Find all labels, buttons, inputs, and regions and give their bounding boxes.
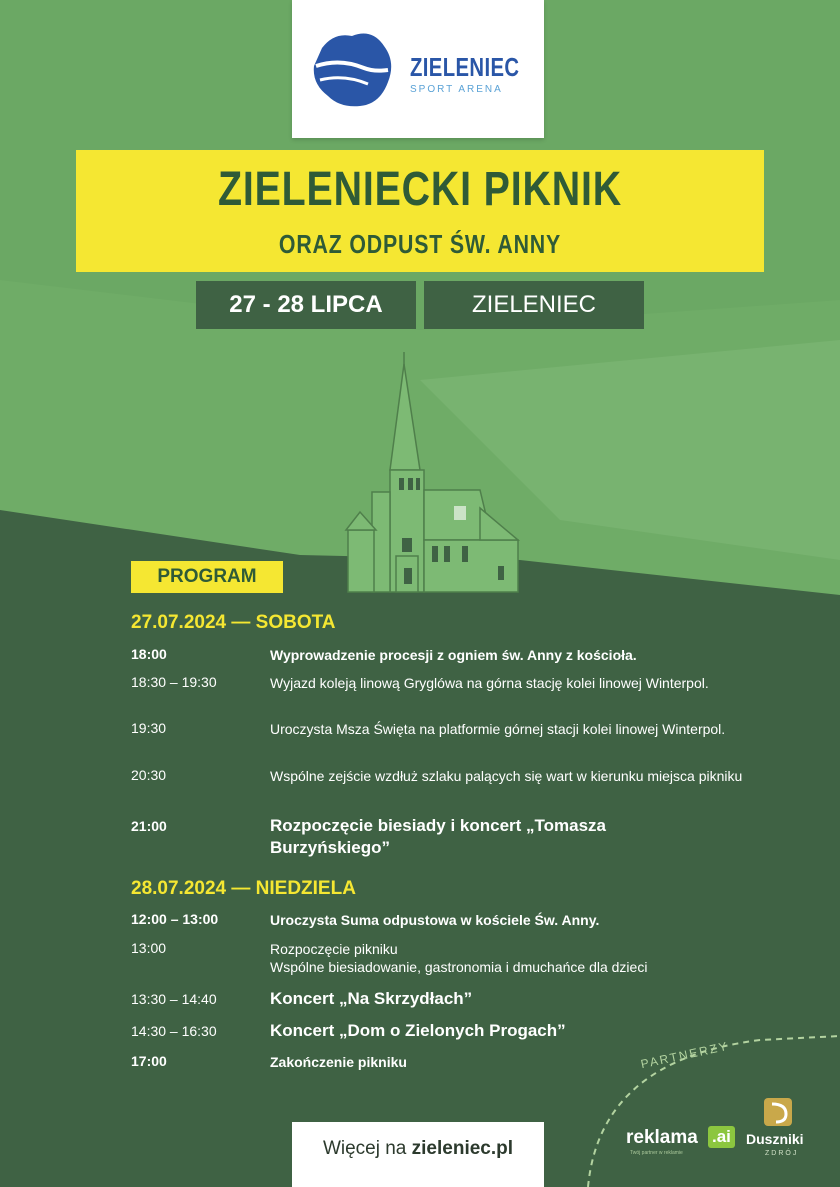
- more-info-link[interactable]: [292, 1138, 544, 1160]
- day-heading-sunday: 28.07.2024 — NIEDZIELA: [131, 878, 356, 899]
- page-title: ZIELENIECKI PIKNIK: [217, 163, 623, 216]
- website-link[interactable]: zieleniec.pl: [411, 1138, 514, 1159]
- schedule-desc-secondary: Wspólne biesiadowanie, gastronomia i dmuchańce dla dzieci: [270, 959, 648, 975]
- schedule-time: 19:30: [131, 720, 167, 736]
- schedule-time: 21:00: [131, 818, 167, 834]
- event-dates: 27 - 28 LIPCA: [196, 281, 416, 329]
- schedule-time: 18:00: [131, 646, 167, 662]
- partners-label: PARTNERZY: [639, 1038, 731, 1072]
- day-heading-saturday: 27.07.2024 — SOBOTA: [131, 612, 336, 633]
- schedule-time: 12:00 – 13:00: [131, 911, 219, 927]
- schedule-time: 13:30 – 14:40: [131, 991, 217, 1007]
- schedule-desc: Rozpoczęcie pikniku: [270, 941, 398, 957]
- schedule-time: 14:30 – 16:30: [131, 1023, 217, 1039]
- logo-title: ZIELENIEC: [410, 52, 520, 82]
- page-subtitle: ORAZ ODPUST ŚW. ANNY: [278, 229, 562, 259]
- schedule-desc: Uroczysta Msza Święta na platformie górnej stacji kolei linowej Winterpol.: [270, 721, 726, 737]
- zieleniec-logo-mark: [308, 28, 398, 112]
- schedule-desc: Koncert „Na Skrzydłach”: [270, 989, 473, 1008]
- schedule-time: 17:00: [131, 1053, 167, 1069]
- more-info-prefix: Więcej na: [322, 1138, 412, 1159]
- schedule-desc: Zakończenie pikniku: [270, 1054, 407, 1070]
- schedule-time: 20:30: [131, 767, 167, 783]
- reklama-logo-text: reklama: [626, 1127, 698, 1148]
- schedule-desc: Wspólne zejście wzdłuż szlaku palących się wart w kierunku miejsca pikniku: [270, 768, 743, 784]
- event-place: ZIELENIEC: [424, 281, 644, 329]
- schedule-desc: Uroczysta Suma odpustowa w kościele Św. Anny.: [270, 912, 600, 928]
- reklama-logo-suffix: .ai: [708, 1126, 735, 1148]
- schedule-desc: Wyjazd koleją linową Gryglówa na górna stację kolei linowej Winterpol.: [270, 675, 709, 691]
- logo-subtitle: SPORT ARENA: [410, 84, 503, 95]
- schedule-time: 13:00: [131, 940, 167, 956]
- duszniki-logo-subtitle: ZDRÓJ: [765, 1150, 799, 1157]
- duszniki-logo-icon: [762, 1096, 794, 1128]
- duszniki-logo-text: Duszniki: [746, 1131, 804, 1147]
- reklama-tagline: Twój partner w reklamie: [630, 1150, 683, 1156]
- schedule-time: 18:30 – 19:30: [131, 674, 217, 690]
- schedule-desc: Koncert „Dom o Zielonych Progach”: [270, 1021, 566, 1040]
- program-label: PROGRAM: [131, 561, 283, 593]
- schedule-desc: Rozpoczęcie biesiady i koncert „Tomasza Burzyńskiego”: [270, 816, 607, 857]
- schedule-desc: Wyprowadzenie procesji z ogniem św. Anny z kościoła.: [270, 647, 637, 663]
